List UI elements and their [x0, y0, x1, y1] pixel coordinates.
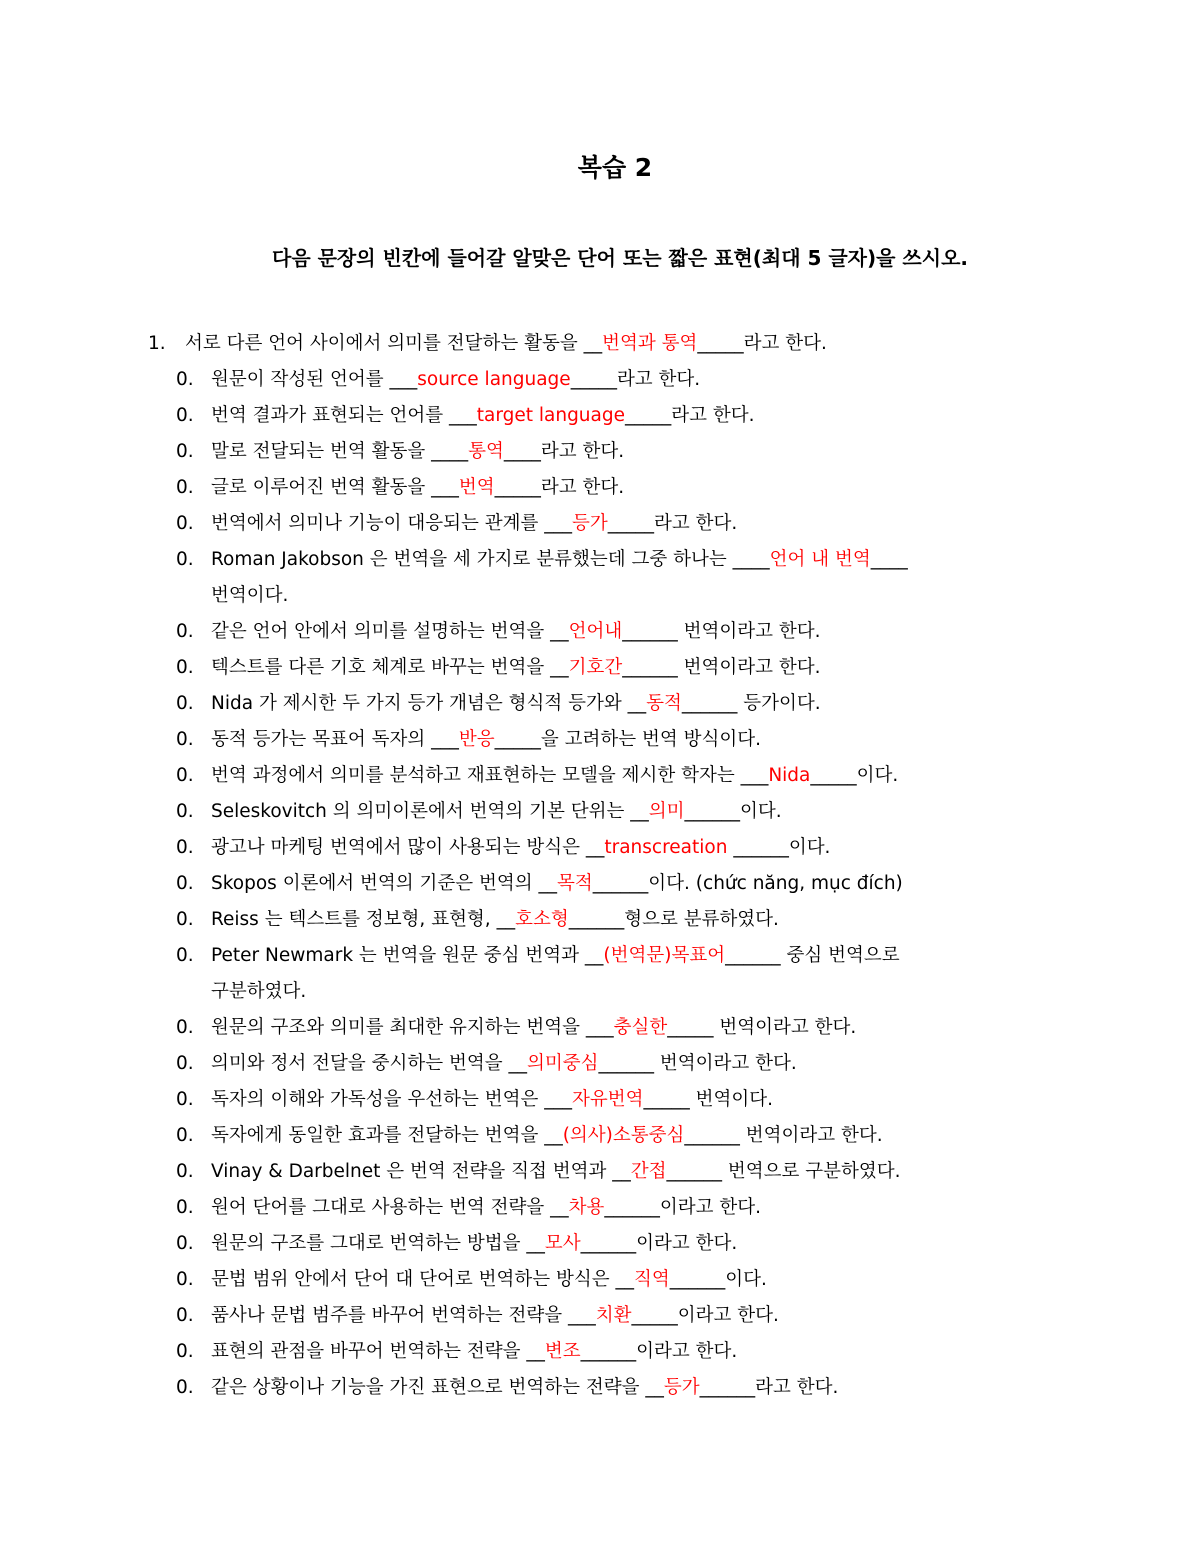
- question-number: 0.: [176, 693, 194, 714]
- question-text: [211, 830, 830, 866]
- question-text: [211, 1154, 901, 1190]
- answer-text: 동적: [646, 693, 682, 714]
- question-number: 0.: [176, 513, 194, 534]
- question-item: [0, 686, 1200, 722]
- question-prompt-after: _____라고 한다.: [494, 477, 625, 498]
- question-number: 0.: [176, 765, 194, 786]
- question-prompt-after: ______ 번역이라고 한다.: [598, 1053, 797, 1074]
- question-prompt-after: _____라고 한다.: [697, 333, 827, 354]
- question-item: [0, 614, 1200, 650]
- question-number: 0.: [176, 477, 194, 498]
- answer-text: 의미중심: [526, 1053, 599, 1074]
- question-prompt-before: 광고나 마케팅 번역에서 많이 사용되는 방식은 __: [211, 837, 605, 858]
- question-number: 0.: [176, 1269, 194, 1290]
- question-prompt-before: Peter Newmark 는 번역을 원문 중심 번역과 __: [211, 945, 604, 966]
- answer-text: 의미: [648, 801, 685, 822]
- question-prompt-before: 같은 언어 안에서 의미를 설명하는 번역을 __: [211, 621, 569, 642]
- question-text: [211, 1370, 838, 1406]
- question-number: 0.: [176, 909, 194, 930]
- answer-text: 변조: [544, 1341, 581, 1362]
- question-text: [211, 1082, 773, 1118]
- question-item: [0, 398, 1200, 434]
- question-number: 0.: [176, 369, 194, 390]
- answer-text: 번역과 통역: [602, 333, 698, 354]
- answer-text: 자유번역: [571, 1089, 644, 1110]
- question-item: [0, 794, 1200, 830]
- answer-text: 호소형: [515, 909, 569, 930]
- question-item: [0, 1334, 1200, 1370]
- question-number: 0.: [176, 729, 194, 750]
- answer-text: (번역문)목표어: [603, 945, 726, 966]
- question-prompt-before: Nida 가 제시한 두 가지 등가 개념은 형식적 등가와 __: [211, 693, 647, 714]
- question-number: 0.: [176, 1305, 194, 1326]
- question-prompt-after: ______ 번역이라고 한다.: [684, 1125, 883, 1146]
- question-item: [0, 1190, 1200, 1226]
- answer-text: 간접: [630, 1161, 667, 1182]
- answer-text: Nida: [768, 765, 811, 786]
- question-prompt-before: 독자의 이해와 가독성을 우선하는 번역은 ___: [211, 1089, 572, 1110]
- question-number: 0.: [176, 1053, 194, 1074]
- question-text: [211, 1334, 737, 1370]
- question-prompt-before: 텍스트를 다른 기호 체계로 바꾸는 번역을 __: [211, 657, 569, 678]
- answer-text: source language: [417, 369, 571, 390]
- question-prompt-before: 독자에게 동일한 효과를 전달하는 번역을 __: [211, 1125, 563, 1146]
- question-number: 0.: [176, 1377, 194, 1398]
- question-text: [211, 398, 755, 434]
- question-text: [211, 1190, 761, 1226]
- question-prompt-before: 같은 상황이나 기능을 가진 표현으로 번역하는 전략을 __: [211, 1377, 664, 1398]
- question-number: 0.: [176, 801, 194, 822]
- question-prompt-before: 말로 전달되는 번역 활동을 ____: [211, 441, 469, 462]
- question-text: [211, 1262, 767, 1298]
- question-prompt-after: ______이라고 한다.: [580, 1233, 738, 1254]
- question-prompt-after: _____이라고 한다.: [631, 1305, 779, 1326]
- question-prompt-after: ______ 번역으로 구분하였다.: [666, 1161, 901, 1182]
- question-text: [211, 362, 700, 398]
- question-prompt-after: _____ 번역이라고 한다.: [667, 1017, 857, 1038]
- answer-text: (의사)소통중심: [562, 1125, 685, 1146]
- question-item: [0, 1082, 1200, 1118]
- question-number: 1.: [148, 333, 166, 354]
- question-prompt-after: ______이라고 한다.: [604, 1197, 761, 1218]
- question-item: [0, 938, 1200, 1010]
- question-text: [211, 686, 821, 722]
- question-prompt-before: Seleskovitch 의 의미이론에서 번역의 기본 단위는 __: [211, 801, 649, 822]
- question-prompt-after: ______이다. (chức năng, mục đích): [592, 873, 903, 894]
- question-prompt-after: ______이다.: [684, 801, 782, 822]
- question-prompt-before: 원문이 작성된 언어를 ___: [211, 369, 418, 390]
- question-prompt-after: ____라고 한다.: [503, 441, 625, 462]
- answer-text: 번역: [458, 477, 495, 498]
- question-prompt-after: ____: [870, 549, 908, 570]
- question-number: 0.: [176, 1089, 194, 1110]
- question-prompt-before: 글로 이루어진 번역 활동을 ___: [211, 477, 459, 498]
- question-prompt-before: Reiss 는 텍스트를 정보형, 표현형, __: [211, 909, 516, 930]
- question-item: [0, 470, 1200, 506]
- question-text: [211, 1226, 737, 1262]
- question-number: 0.: [176, 1233, 194, 1254]
- question-number: 0.: [176, 1341, 194, 1362]
- question-prompt-after: _____이다.: [810, 765, 899, 786]
- answer-text: 기호간: [568, 657, 623, 678]
- question-item: [0, 362, 1200, 398]
- question-item: [0, 326, 1200, 362]
- question-prompt-before: 품사나 문법 범주를 바꾸어 번역하는 전략을 ___: [211, 1305, 596, 1326]
- question-prompt-after: ______ 중심 번역으로: [725, 945, 900, 966]
- question-item: [0, 1370, 1200, 1406]
- question-text: [211, 902, 779, 938]
- question-text: [211, 470, 624, 506]
- question-number: 0.: [176, 1125, 194, 1146]
- question-number: 0.: [176, 945, 194, 966]
- question-text: [211, 938, 900, 1010]
- answer-text: 언어내: [568, 621, 623, 642]
- answer-text: 반응: [458, 729, 495, 750]
- question-prompt-after: ______ 번역이라고 한다.: [622, 657, 821, 678]
- question-continuation: 번역이다.: [211, 585, 289, 606]
- answer-text: 통역: [468, 441, 504, 462]
- question-item: [0, 758, 1200, 794]
- question-item: [0, 542, 1200, 614]
- question-prompt-before: 문법 범위 안에서 단어 대 단어로 번역하는 방식은 __: [211, 1269, 634, 1290]
- answer-text: transcreation: [604, 837, 728, 858]
- question-prompt-after: ______이라고 한다.: [580, 1341, 738, 1362]
- question-prompt-before: 표현의 관점을 바꾸어 번역하는 전략을 __: [211, 1341, 545, 1362]
- question-text: [211, 1118, 883, 1154]
- question-number: 0.: [176, 1161, 194, 1182]
- question-prompt-before: 원문의 구조와 의미를 최대한 유지하는 번역을 ___: [211, 1017, 614, 1038]
- question-prompt-before: 원어 단어를 그대로 사용하는 번역 전략을 __: [211, 1197, 569, 1218]
- question-prompt-after: _____을 고려하는 번역 방식이다.: [494, 729, 761, 750]
- question-number: 0.: [176, 1017, 194, 1038]
- question-item: [0, 1154, 1200, 1190]
- question-prompt-after: _____라고 한다.: [570, 369, 701, 390]
- question-text: [185, 326, 827, 362]
- question-prompt-after: _____라고 한다.: [607, 513, 738, 534]
- question-prompt-after: ______형으로 분류하였다.: [568, 909, 779, 930]
- question-prompt-before: Roman Jakobson 은 번역을 세 가지로 분류했는데 그중 하나는 ____: [211, 549, 770, 570]
- question-item: [0, 1010, 1200, 1046]
- question-number: 0.: [176, 657, 194, 678]
- question-item: [0, 1046, 1200, 1082]
- question-text: [211, 1010, 856, 1046]
- question-prompt-before: Vinay & Darbelnet 은 번역 전략을 직접 번역과 __: [211, 1161, 631, 1182]
- question-prompt-before: 번역 결과가 표현되는 언어를 ___: [211, 405, 477, 426]
- question-item: [0, 1262, 1200, 1298]
- question-item: [0, 902, 1200, 938]
- answer-text: 등가: [571, 513, 608, 534]
- question-text: [211, 794, 782, 830]
- question-text: [211, 542, 908, 614]
- question-item: [0, 434, 1200, 470]
- question-prompt-before: 서로 다른 언어 사이에서 의미를 전달하는 활동을 __: [185, 333, 603, 354]
- question-text: [211, 434, 624, 470]
- question-prompt-after: ______이다.: [669, 1269, 767, 1290]
- question-prompt-after: _____라고 한다.: [625, 405, 755, 426]
- question-item: [0, 1298, 1200, 1334]
- question-item: [0, 722, 1200, 758]
- question-number: 0.: [176, 837, 194, 858]
- question-number: 0.: [176, 549, 194, 570]
- question-item: [0, 1226, 1200, 1262]
- question-number: 0.: [176, 621, 194, 642]
- question-prompt-before: 의미와 정서 전달을 중시하는 번역을 __: [211, 1053, 527, 1074]
- question-text: [211, 1298, 779, 1334]
- answer-text: 직역: [633, 1269, 670, 1290]
- answer-text: 모사: [544, 1233, 581, 1254]
- page-title: 복습 2: [577, 153, 653, 182]
- question-prompt-after: ______ 등가이다.: [681, 693, 821, 714]
- answer-text: 목적: [557, 873, 593, 894]
- question-number: 0.: [176, 1197, 194, 1218]
- question-text: [211, 650, 820, 686]
- answer-text: target language: [476, 405, 625, 426]
- answer-text: 등가: [663, 1377, 700, 1398]
- question-item: [0, 650, 1200, 686]
- question-item: [0, 830, 1200, 866]
- question-prompt-after: ______이다.: [727, 837, 831, 858]
- answer-text: 언어 내 번역: [769, 549, 871, 570]
- question-prompt-before: 동적 등가는 목표어 독자의 ___: [211, 729, 459, 750]
- question-prompt-after: ______라고 한다.: [699, 1377, 839, 1398]
- answer-text: 차용: [568, 1197, 605, 1218]
- question-item: [0, 1118, 1200, 1154]
- answer-text: 충실한: [613, 1017, 668, 1038]
- question-list: [0, 326, 1200, 1406]
- question-number: 0.: [176, 873, 194, 894]
- question-text: [211, 506, 737, 542]
- question-prompt-after: _____ 번역이다.: [643, 1089, 773, 1110]
- question-prompt-before: 번역에서 의미나 기능이 대응되는 관계를 ___: [211, 513, 572, 534]
- question-item: [0, 506, 1200, 542]
- question-prompt-before: 원문의 구조를 그대로 번역하는 방법을 __: [211, 1233, 545, 1254]
- question-number: 0.: [176, 405, 194, 426]
- answer-text: 치환: [595, 1305, 632, 1326]
- question-item: [0, 866, 1200, 902]
- question-continuation: 구분하였다.: [211, 981, 307, 1002]
- question-text: [211, 866, 903, 902]
- question-text: [211, 758, 898, 794]
- question-text: [211, 614, 820, 650]
- question-text: [211, 722, 761, 758]
- question-number: 0.: [176, 441, 194, 462]
- question-text: [211, 1046, 797, 1082]
- question-prompt-after: ______ 번역이라고 한다.: [622, 621, 821, 642]
- question-prompt-before: Skopos 이론에서 번역의 기준은 번역의 __: [211, 873, 558, 894]
- question-prompt-before: 번역 과정에서 의미를 분석하고 재표현하는 모델을 제시한 학자는 ___: [211, 765, 769, 786]
- instruction-text: 다음 문장의 빈칸에 들어갈 알맞은 단어 또는 짧은 표현(최대 5 글자)을 쓰시오.: [272, 246, 968, 270]
